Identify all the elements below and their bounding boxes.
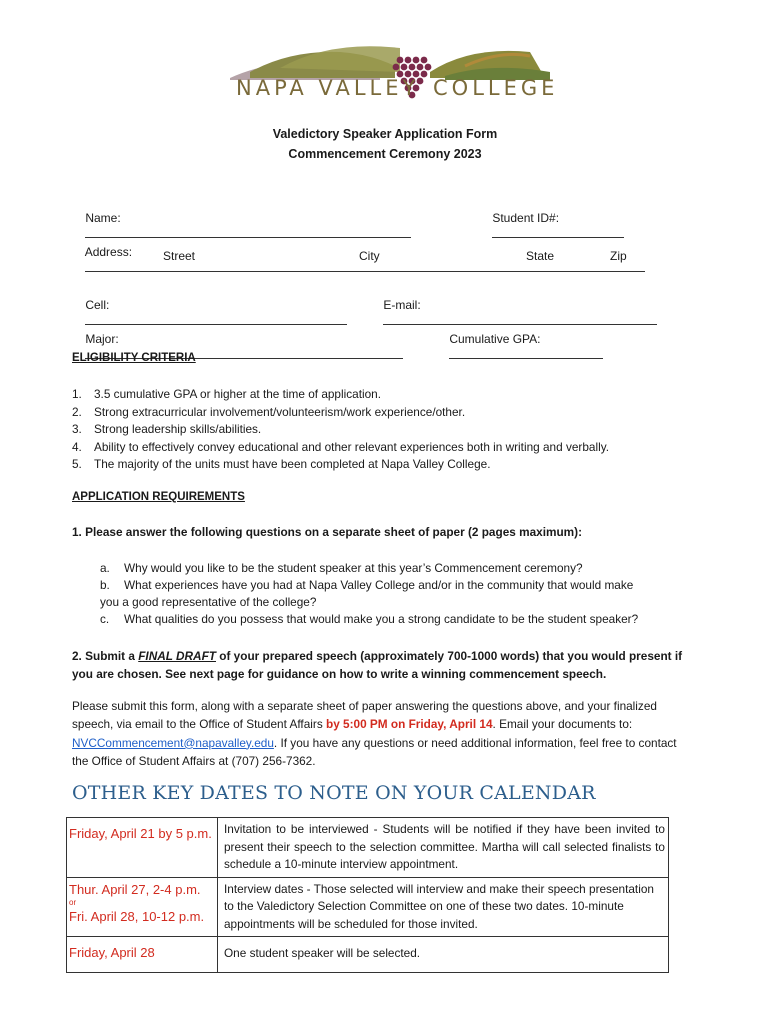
zip-caption: Zip (610, 249, 627, 263)
gpa-field[interactable] (449, 346, 603, 359)
list-item: 3. Strong leadership skills/abilities. (72, 422, 262, 437)
major-field-row (72, 318, 403, 376)
list-item: 2. Strong extracurricular involvement/volunteerism/work experience/other. (72, 404, 466, 419)
logo-text-napa-valley: NAPA VALLEY (236, 76, 420, 100)
street-caption: Street (163, 249, 196, 263)
list-item: 4. Ability to effectively convey educational and other relevant experiences both in writing and verbally. (72, 439, 609, 454)
table-row (67, 818, 669, 878)
major-label: Major: (85, 332, 119, 346)
student-id-label: Student ID#: (492, 211, 560, 225)
logo-text-college: COLLEGE (433, 76, 559, 100)
email-link[interactable]: NVCCommencement@napavalley.edu (72, 735, 274, 750)
list-item: 1. 3.5 cumulative GPA or higher at the time of application. (72, 387, 381, 401)
gpa-label: Cumulative GPA: (449, 332, 541, 346)
name-label: Name: (85, 211, 121, 225)
question-two: 2. Submit a FINAL DRAFT of your prepared speech (approximately 700-1000 words) that you would present if you are chosen. See next page for guidance on how to write a winning commencement speech. (72, 649, 683, 681)
address-label: Address: (84, 245, 133, 259)
sub-question-a: a. Why would you like to be the student speaker at this year’s Commencement ceremony? (100, 561, 583, 575)
list-item: 5. The majority of the units must have been completed at Napa Valley College. (72, 457, 491, 472)
deadline-text: by 5:00 PM on Friday, April 14 (326, 717, 493, 732)
requirements-heading: APPLICATION REQUIREMENTS (72, 491, 245, 503)
description-cell: Invitation to be interviewed - Students will be notified if they have been invited to present their speech to the selection committee. Martha will call selected finalists to schedule a 10-minute interview appointment. (218, 818, 669, 878)
date-cell: Friday, April 28 (67, 937, 218, 973)
submission-instructions: Please submit this form, along with a separate sheet of paper answering the questions above, and your finalized speech, via email to the Office of Student Affairs by 5:00 PM on Friday, April 14. Email your documents to: NVCCommencement@napavalley.edu. If you have any questions or need additional information, feel free to contact the Office of Student Affairs at (707) 256-7362. (72, 699, 677, 768)
description-cell: Interview dates - Those selected will interview and make their speech presentation to the Valedictory Selection Committee on one of these two dates. 10-minute appointments will be scheduled for those invited. (218, 877, 669, 937)
sub-question-c: c. What qualities do you possess that would make you a strong candidate to be the student speaker? (100, 612, 639, 626)
email-label: E-mail: (383, 298, 421, 312)
description-cell: One student speaker will be selected. (218, 937, 669, 973)
key-dates-table (66, 817, 669, 973)
sub-question-b: b. What experiences have you had at Napa Valley College and/or in the community that would make (100, 578, 634, 592)
eligibility-heading: ELIGIBILITY CRITERIA (72, 352, 196, 364)
date-cell: Thur. April 27, 2-4 p.m. or Fri. April 28, 10-12 p.m. (67, 877, 218, 937)
table-row (67, 937, 669, 973)
table-row (67, 877, 669, 937)
gpa-field-row (436, 318, 603, 376)
form-title: Valedictory Speaker Application Form (272, 127, 498, 141)
city-caption: City (359, 249, 380, 263)
cell-label: Cell: (85, 298, 110, 312)
state-caption: State (526, 249, 555, 263)
key-dates-heading: OTHER KEY DATES TO NOTE ON YOUR CALENDAR (72, 782, 596, 804)
form-subtitle: Commencement Ceremony 2023 (288, 147, 482, 161)
eligibility-list (72, 386, 609, 474)
question-one: 1. Please answer the following questions on a separate sheet of paper (2 pages maximum): (72, 525, 583, 539)
sub-question-b-cont: you a good representative of the college? (100, 595, 317, 609)
final-draft-emphasis: FINAL DRAFT (138, 649, 216, 663)
date-cell: Friday, April 21 by 5 p.m. (67, 818, 218, 878)
